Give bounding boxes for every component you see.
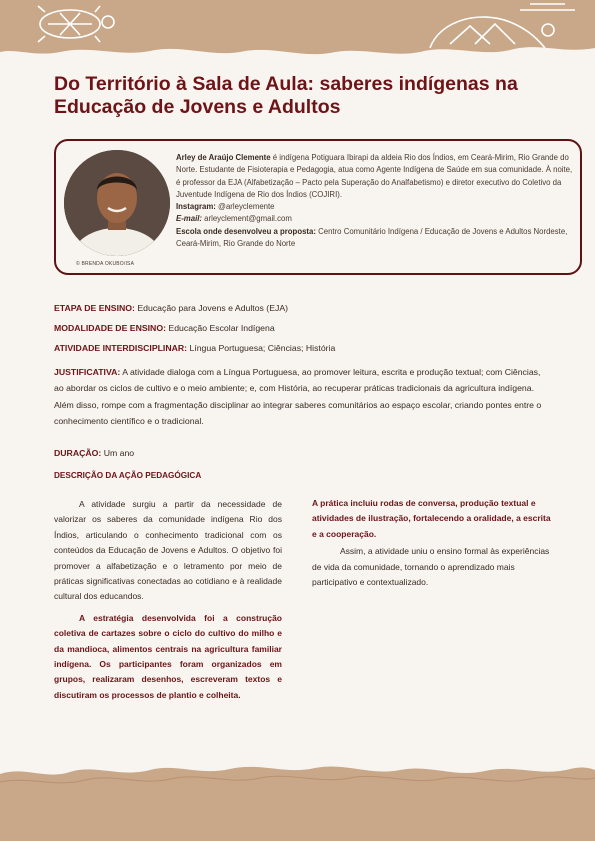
duracao-value: Um ano — [101, 448, 135, 458]
duracao-label: DURAÇÃO: — [54, 448, 102, 458]
paragraph-3-highlight: A prática incluiu rodas de conversa, produção textual e atividades de ilustração, fortalecendo a oralidade, a escrita e a cooperação. — [312, 498, 551, 539]
etapa-value: Educação para Jovens e Adultos (EJA) — [134, 303, 289, 313]
field-duracao — [54, 447, 554, 460]
justificativa-label: JUSTIFICATIVA: — [54, 367, 121, 377]
modalidade-value: Educação Escolar Indígena — [165, 323, 275, 333]
column-right — [312, 496, 552, 590]
author-profile-card — [54, 139, 582, 275]
photo-credit: © BRENDA OKUBO/ISA — [76, 261, 135, 267]
modalidade-label: MODALIDADE DE ENSINO: — [54, 323, 166, 333]
bottom-decorative-band — [0, 760, 595, 841]
field-etapa — [54, 302, 554, 315]
school-label: Escola onde desenvolveu a proposta: — [176, 226, 316, 236]
author-photo — [64, 150, 170, 256]
school-name: Centro Comunitário Indígena / Educação de Jovens e Adultos Nordeste, Ceará-Mirim, Rio Grande do Norte — [176, 226, 568, 249]
justificativa-value: A atividade dialoga com a Língua Portuguesa, ao promover leitura, escrita e produção textual; com Ciências, ao abordar os ciclos de cultivo e o meio ambiente; e, com História, ao recuperar práticas tradicionais da agricultura indígena. Além disso, rompe com a fragmentação disciplinar ao integrar saberes comunitários ao espaço escolar, criando pontes entre o conhecimento científico e o tradicional. — [54, 367, 542, 427]
field-atividade — [54, 342, 554, 355]
top-decorative-band — [0, 0, 595, 60]
paragraph-2-highlight: A estratégia desenvolvida foi a construção coletiva de cartazes sobre o ciclo do cultivo do milho e da mandioca, alimentos centrais na agricultura familiar indígena. Os participantes foram organizados em grupos, realizaram desenhos, escreveram textos e discutiram os processos de plantio e colheita. — [54, 612, 282, 700]
author-bio — [176, 152, 576, 250]
instagram-handle: @arleyclemente — [215, 202, 275, 212]
atividade-value: Língua Portuguesa; Ciências; História — [187, 343, 336, 353]
field-modalidade — [54, 322, 554, 335]
etapa-label: ETAPA DE ENSINO: — [54, 303, 135, 313]
author-description: é indígena Potiguara Ibirapi da aldeia Rio dos Índios, em Ceará-Mirim, Rio Grande do Norte. Estudante de Fisioterapia e Pedagogia, atua como Agente Indígena de Saúde em sua comunidade. À noite, é professor da EJA (Alfabetização – Pacto pela Superação do Analfabetismo) e diretor executivo do Coletivo da Juventude Indígena de Rio dos Índios (COJIRI). — [176, 153, 573, 199]
atividade-label: ATIVIDADE INTERDISCIPLINAR: — [54, 343, 188, 353]
author-name: Arley de Araújo Clemente — [176, 153, 271, 162]
instagram-label: Instagram: — [176, 202, 216, 212]
field-justificativa — [54, 364, 544, 430]
email-label: E-mail: — [176, 214, 202, 224]
column-left — [54, 497, 282, 703]
page-title: Do Território à Sala de Aula: saberes indígenas na Educação de Jovens e Adultos — [54, 73, 518, 118]
paragraph-4: Assim, a atividade uniu o ensino formal às experiências de vida da comunidade, tornando o aprendizado mais participativo e contextualizado. — [312, 546, 550, 588]
paragraph-1: A atividade surgiu a partir da necessidade de valorizar os saberes da comunidade indígena Rio dos Índios, articulando o conhecimento tradicional com os conteúdos da Educação de Jovens e Adultos. O objetivo foi promover a alfabetização e o letramento por meio de práticas significativas conectadas ao cotidiano e à realidade cultural dos educandos. — [54, 499, 282, 602]
section-title: DESCRIÇÃO DA AÇÃO PEDAGÓGICA — [54, 471, 202, 480]
email-address: arleyclement@gmail.com — [202, 214, 292, 224]
